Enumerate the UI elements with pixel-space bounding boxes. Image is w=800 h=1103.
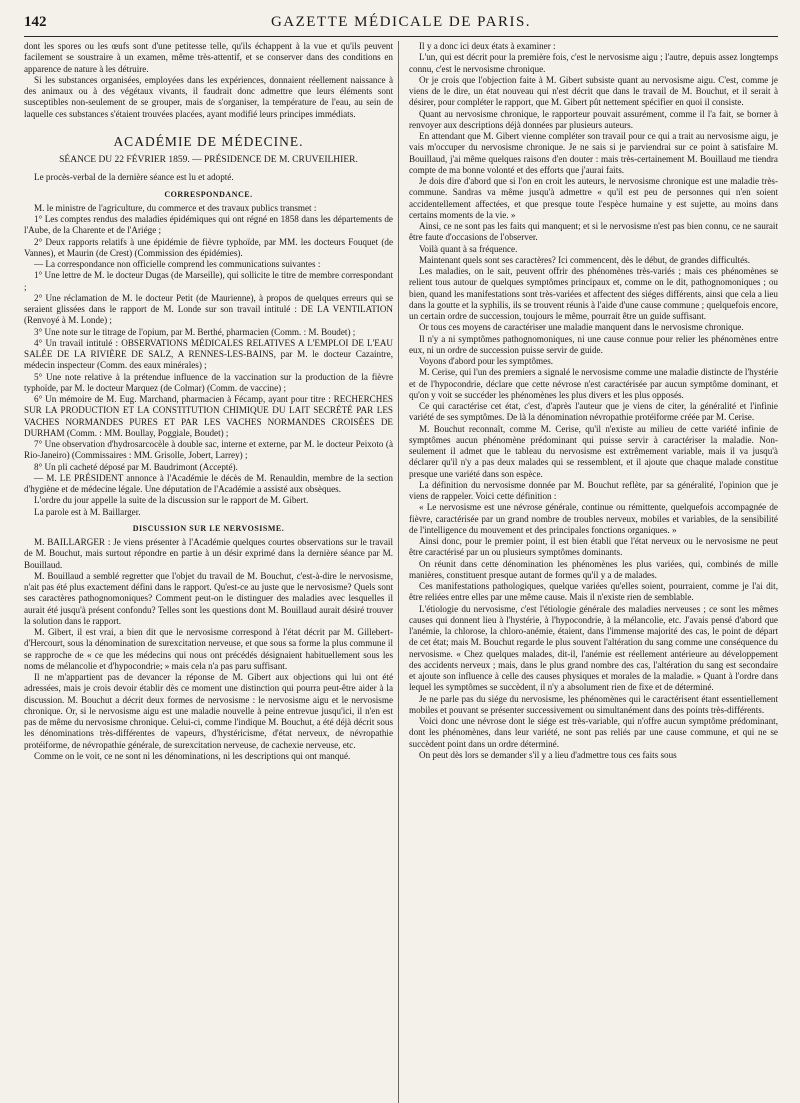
body-paragraph: Or tous ces moyens de caractériser une maladie manquent dans le nervosisme chronique. <box>419 322 744 333</box>
intro-paragraph: dont les spores ou les œufs sont d'une petitesse telle, qu'ils échappent à la vue et qu'ils peuvent facilement se soustraire à un examen, même très-attentif, et se conserver dans des conditions en apparence de nature à les détruire. <box>24 41 393 74</box>
body-paragraph: On peut dès lors se demander s'il y a lieu d'admettre tous ces faits sous <box>419 749 677 760</box>
correspondance-paragraph: 6° Un mémoire de M. Eug. Marchand, pharmacien à Fécamp, ayant pour titre : RECHERCHES SUR LA PRODUCTION ET LA CONSTITUTION CHIMIQUE DU LAIT SECRÉTÉ PAR LES VACHES NORMANDES PURES ET PAR LES VACHES NORMANDES CROISÉES DE DURHAM (Comm. : MM. Boullay, Poggiale, Boudet) ; <box>24 394 393 438</box>
correspondance-paragraph: 1° Une lettre de M. le docteur Dugas (de Marseille), qui sollicite le titre de membre correspondant ; <box>24 270 393 292</box>
correspondance-paragraph: 4° Un travail intitulé : OBSERVATIONS MÉDICALES RELATIVES A L'EMPLOI DE L'EAU SALÉE DE LA RIVIÈRE DE SALZ, A RENNES-LES-BAINS, par M. le docteur Cazaintre, médecin inspecteur (Comm. des eaux minérales) ; <box>24 337 393 371</box>
correspondance-paragraph: — M. LE PRÉSIDENT annonce à l'Académie le décès de M. Renauldin, membre de la section d'hygiène et de médecine légale. Une députation de l'Académie a assisté aux obsèques. <box>24 472 393 494</box>
discussion-paragraph: M. Gibert, il est vrai, a bien dit que le nervosisme correspond à l'état décrit par M. Gillebert-d'Hercourt, sous la dénomination de surexcitation nerveuse, et que sous sa forme la plus commune il se rapproche de « ce que les médecins qui nous ont précédés désignaient habituellement sous les noms de mélancolie et d'hypocondrie; » mais cela n'a pas paru suffisant. <box>24 627 393 671</box>
correspondance-heading: CORRESPONDANCE. <box>164 189 253 199</box>
right-column <box>409 41 778 762</box>
correspondance-paragraph: L'ordre du jour appelle la suite de la discussion sur le rapport de M. Gibert. <box>34 495 309 506</box>
correspondance-paragraph: 8° Un pli cacheté déposé par M. Baudrimont (Accepté). <box>34 461 238 472</box>
correspondance-paragraph: 5° Une note relative à la prétendue influence de la vaccination sur la production de la fièvre typhoïde, par M. le docteur Marquez (de Colmar) (Comm. de vaccine) ; <box>24 371 393 393</box>
page-number: 142 <box>24 14 47 30</box>
body-paragraph: « Le nervosisme est une névrose générale, continue ou rémittente, quelquefois accompagnée de fièvre, caractérisée par un grand nombre de troubles nerveux, mobiles et variables, de la sensibilité de l'intelligence du mouvement et des principales fonctions organiques. » <box>409 502 778 535</box>
seance-line: SÉANCE DU 22 FÉVRIER 1859. — PRÉSIDENCE DE M. CRUVEILHIER. <box>59 155 358 165</box>
body-paragraph: La définition du nervosisme donnée par M. Bouchut reflète, par sa généralité, l'opinion que je viens de rappeler. Voici cette définition : <box>409 479 778 501</box>
column-rule <box>398 41 399 1103</box>
body-paragraph: Ces manifestations pathologiques, quelque variées qu'elles soient, pourraient, comme je l'ai dit, être reliées entre elles par une même cause. Mais il n'existe rien de semblable. <box>409 581 778 603</box>
body-paragraph: Or je crois que l'objection faite à M. Gibert subsiste quant au nervosisme aigu. C'est, comme je viens de le dire, un état nouveau qui n'est décrit que dans le travail de M. Bouchut, et il serait à désirer, pour compléter le rapport, que M. Gibert pût nettement spécifier en quoi il consiste. <box>409 74 778 108</box>
body-paragraph: Il y a donc ici deux états à examiner : <box>419 41 556 51</box>
body-paragraph: Ainsi donc, pour le premier point, il est bien établi que l'état nerveux ou le nervosisme ne peut être caractérisé par un ou plusieurs symptômes dominants. <box>409 536 778 558</box>
correspondance-paragraph: 2° Une réclamation de M. le docteur Petit (de Maurienne), à propos de quelques erreurs qui se seraient glissées dans le rapport de M. Londe sur son travail intitulé : DE LA VENTILATION (Renvoyé à M. Londe) ; <box>24 292 393 326</box>
left-column <box>24 41 393 762</box>
body-paragraph: Voici donc une névrose dont le siége est très-variable, qui n'offre aucun symptôme prédominant, dont les phénomènes, dans leur variété, ne sont pas reliés par une cause commune, et qui ne se succèdent point dans un ordre déterminé. <box>409 716 778 749</box>
running-title: GAZETTE MÉDICALE DE PARIS. <box>270 14 532 30</box>
correspondance-paragraph: 1° Les comptes rendus des maladies épidémiques qui ont régné en 1858 dans les départements de l'Aube, de la Charente et de l'Ariége ; <box>24 214 393 236</box>
body-paragraph: M. Cerise, qui l'un des premiers a signalé le nervosisme comme une maladie distincte de l'hystérie et de l'hypocondrie, déclare que cette névrose n'est caractérisée par aucun symptôme dominant, et qu'on y voit se succéder les phénomènes les plus divers et les plus opposés. <box>409 367 778 400</box>
discussion-paragraph: M. Bouillaud a semblé regretter que l'objet du travail de M. Bouchut, c'est-à-dire le nervosisme, n'ait pas été plus exactement défini dans le rapport. Qu'est-ce au juste que le nervosisme? Quels sont ses caractères pathognomoniques? Comment peut-on le distinguer des maladies avec lesquelles il aurait été jusqu'à présent confondu? Telles sont les questions dont M. Bouillaud aurait désiré trouver la solution dans le rapport. <box>24 570 393 626</box>
body-paragraph: Quant au nervosisme chronique, le rapporteur pouvait assurément, comme il l'a fait, se borner à renvoyer aux descriptions déjà données par plusieurs auteurs. <box>409 108 778 130</box>
intro-paragraph: Si les substances organisées, employées dans les expériences, donnaient réellement naissance à des animaux ou à des végétaux vivants, il faudrait donc admettre que leurs éléments sont susceptibles non-seulement de se grouper, mais de s'organiser, la température de l'eau, au sein de laquelle ces substances s'étaient trouvées placées, ayant modifié leurs principes immédiats. <box>24 74 393 119</box>
body-paragraph: Ce qui caractérise cet état, c'est, d'après l'auteur que je viens de citer, la généralité et l'infinie variété de ses symptômes. De là la dénomination névropathie protéiforme créée par M. Cerise. <box>409 401 778 423</box>
body-paragraph: M. Bouchut reconnaît, comme M. Cerise, qu'il n'existe au milieu de cette variété infinie de symptômes aucun phénomène prédominant qui puisse servir à caractériser la maladie. Non-seulement il admet que le tableau du nervosisme est extrêmement variable, mais il va jusqu'à déclarer qu'il n'y a pas deux malades qui se ressemblent, et il ajoute que chaque malade constitue presque une variété dans son espèce. <box>409 423 778 479</box>
body-paragraph: Les maladies, on le sait, peuvent offrir des phénomènes très-variés ; mais ces phénomènes se relient tous autour de quelques symptômes principaux et, comme on le dit, pathognomoniques ; ou bien, quand les manifestations sont très-variées et affectent des siéges différents, ainsi que cela a lieu dans la goutte et la syphilis, ils se trouvent réunis à l'aide d'une cause commune ; quelquefois encore, un certain ordre de succession, toujours le même, pourrait être un guide suffisant. <box>409 266 778 321</box>
body-paragraph: Il n'y a ni symptômes pathognomoniques, ni une cause connue pour relier les phénomènes entre eux, ni un ordre de succession puisse servir de guide. <box>409 333 778 355</box>
correspondance-paragraph: 7° Une observation d'hydrosarcocèle à double sac, interne et externe, par M. le docteur Peixoto (à Rio-Janeiro) (Commissaires : MM. Grisolle, Jobert, Larrey) ; <box>24 439 393 461</box>
section-title: ACADÉMIE DE MÉDECINE. <box>113 133 304 149</box>
page-header <box>24 14 778 37</box>
body-paragraph: Je ne parle pas du siége du nervosisme, les phénomènes qui le caractérisent étant essentiellement mobiles et pouvant se présenter successivement ou simultanément dans des points très-différents. <box>409 693 778 715</box>
body-paragraph: On réunit dans cette dénomination les phénomènes les plus variées, qui, combinés de mille manières, constituent presque autant de formes qu'il y a de malades. <box>409 558 778 580</box>
proces-verbal: Le procès-verbal de la dernière séance est lu et adopté. <box>34 172 234 183</box>
body-paragraph: L'un, qui est décrit pour la première fois, c'est le nervosisme aigu ; l'autre, depuis assez longtemps connu, c'est le nervosisme chronique. <box>409 52 778 74</box>
correspondance-paragraph: La parole est à M. Baillarger. <box>34 506 141 517</box>
body-paragraph: Voyons d'abord pour les symptômes. <box>419 356 554 366</box>
discussion-paragraph: Il ne m'appartient pas de devancer la réponse de M. Gibert aux objections qui lui ont été adressées, mais je crois devoir établir dès ce moment une distinction qui pourra peut-être aider à la discussion. M. Bouchut a décrit deux formes de nervosisme : le nervosisme aigu et le nervosisme chronique. Or, si le nervosisme aigu est une maladie nouvelle à peine entrevue jusqu'ici, il n'en est pas de même du nervosisme chronique. Celui-ci, comme l'indique M. Bouchut, a été déjà décrit sous les dénominations très-différentes de vapeurs, d'hystéricisme, d'état nerveux, de névropathie protéiforme, de névropathie générale, de surexcitation nerveuse, de cachexie nerveuse, etc. <box>24 672 393 750</box>
body-paragraph: Ainsi, ce ne sont pas les faits qui manquent; et si le nervosisme n'est pas bien connu, ce ne saurait être faute d'occasions de l'observer. <box>409 221 778 243</box>
correspondance-paragraph: — La correspondance non officielle comprend les communications suivantes : <box>34 259 321 269</box>
columns <box>24 41 778 762</box>
body-paragraph: Maintenant quels sont ses caractères? Ici commencent, dès le début, de grandes difficultés. <box>419 254 750 265</box>
discussion-heading: DISCUSSION SUR LE NERVOSISME. <box>132 523 285 533</box>
body-paragraph: En attendant que M. Gibert vienne compléter son travail pour ce qui a trait au nervosisme aigu, je vais m'occuper du nervosisme chronique. Je ne sais si je parviendrai sur ce point à satisfaire M. Bouillaud, j'ai même quelques raisons d'en douter : mais très-certainement M. Bouillaud me tiendra compte de ma bonne volonté et des efforts que j'aurai faits. <box>409 131 778 175</box>
body-paragraph: L'étiologie du nervosisme, c'est l'étiologie générale des maladies nerveuses ; ce sont les mêmes causes qui donnent lieu à l'hystérie, à l'hypocondrie, à la mélancolie, etc. J'avais pensé d'abord que l'anémie, la chlorose, la chloro-anémie, étaient, dans l'immense majorité des cas, le point de départ de cet état; mais M. Bouchut regarde le plus souvent l'altération du sang comme une conséquence du nervosisme. « Chez quelques malades, dit-il, l'anémie est réellement antérieure au développement des accidents nerveux ; mais, dans le plus grand nombre des cas, l'altération du sang est secondaire et ajoute son influence à celle des causes physiques et morales de la maladie. » Quant à l'ordre dans lequel les symptômes se succèdent, il n'y a absolument rien de fixe et de déterminé. <box>409 603 778 693</box>
body-paragraph: Voilà quant à sa fréquence. <box>419 243 518 254</box>
correspondance-paragraph: 2° Deux rapports relatifs à une épidémie de fièvre typhoïde, par MM. les docteurs Fouquet (de Vannes), et Maurin (de Crest) (Commission des épidémies). <box>24 236 393 258</box>
body-paragraph: Je dois dire d'abord que si l'on en croit les auteurs, le nervosisme chronique est une maladie très-commune. Sandras va même jusqu'à admettre « qu'il est peu de personnes qui n'en soient accidentellement affectées, et que presque toute l'espèce humaine y est sujette, au moins dans certains moments de la vie. » <box>409 176 778 220</box>
discussion-paragraph: M. BAILLARGER : Je viens présenter à l'Académie quelques courtes observations sur le travail de M. Bouchut, mais surtout répondre en partie à un désir exprimé dans la dernière séance par M. Bouillaud. <box>24 537 393 570</box>
correspondance-paragraph: 3° Une note sur le titrage de l'opium, par M. Berthé, pharmacien (Comm. : M. Boudet) ; <box>34 326 356 337</box>
discussion-paragraph: Comme on le voit, ce ne sont ni les dénominations, ni les descriptions qui ont manqué. <box>34 750 351 761</box>
correspondance-paragraph: M. le ministre de l'agriculture, du commerce et des travaux publics transmet : <box>34 202 317 213</box>
